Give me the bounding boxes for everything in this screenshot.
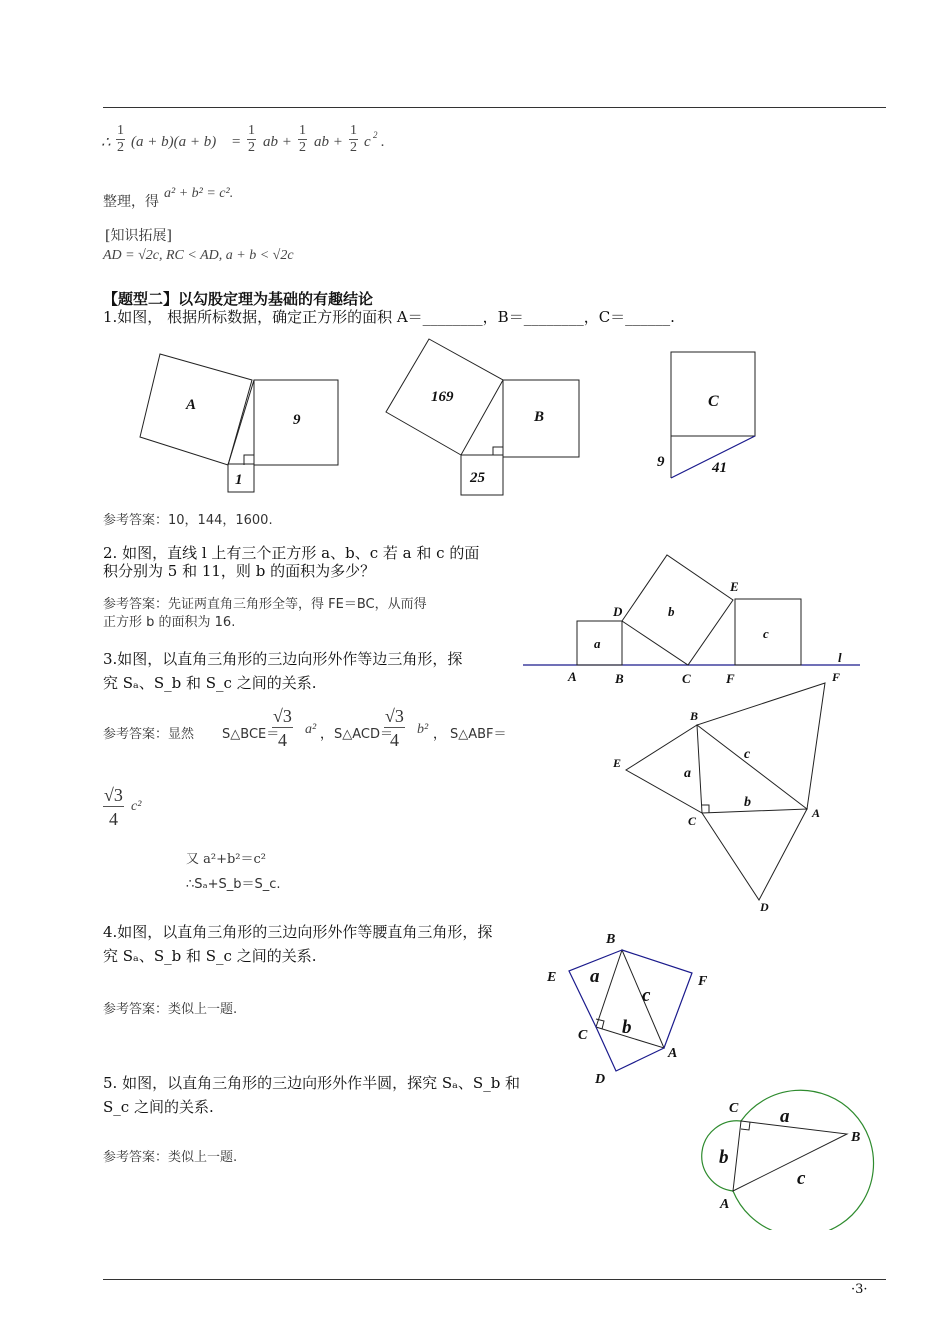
q2-label-e: E (730, 579, 739, 594)
q3-label-a: a (684, 766, 691, 781)
q3-s-bce: S△BCE＝ (222, 727, 280, 742)
q3-sep-2: ， (433, 727, 447, 742)
q3-label-b: b (744, 795, 751, 810)
q3-also: 又 a²+b²＝c² (186, 852, 267, 867)
q2-label-b: b (668, 604, 675, 619)
q2-label-a: a (594, 636, 601, 651)
q2-label-d: D (613, 604, 623, 619)
q5-label-a: a (780, 1106, 790, 1127)
q2-answer-line1: 参考答案：先证两直角三角形全等，得 FE＝BC，从而得 (103, 597, 427, 612)
q4-label-A: A (668, 1046, 678, 1061)
q3-line2: 究 Sₐ、S_b 和 S_c 之间的关系. (103, 674, 317, 692)
q1-label-a: A (186, 397, 197, 413)
q2-label-A: A (568, 669, 577, 684)
q5-label-c: c (797, 1168, 806, 1189)
q2-answer-line2: 正方形 b 的面积为 16. (103, 615, 236, 630)
q3-s-acd: S△ACD＝ (334, 727, 394, 742)
q3-label-E: E (613, 756, 622, 770)
proof-period: . (381, 134, 385, 150)
q5-label-C: C (729, 1101, 739, 1116)
q3-s-abf: S△ABF＝ (450, 727, 507, 742)
q1-answer: 参考答案：10，144，1600. (103, 513, 273, 528)
q4-label-a: a (590, 966, 600, 987)
q3-label-A: A (812, 806, 821, 820)
q1-label-41: 41 (712, 460, 727, 476)
q2-label-B: B (615, 671, 624, 686)
q2-label-C: C (682, 671, 691, 686)
term-c-exponent: 2 (373, 130, 378, 140)
q4-answer: 参考答案：类似上一题. (103, 1002, 238, 1017)
term-ab-2: ab + (314, 134, 343, 150)
tidy-formula: a² + b² = c². (164, 186, 234, 201)
q4-line2: 究 Sₐ、S_b 和 S_c 之间的关系. (103, 947, 317, 965)
q2-line2: 积分别为 5 和 11，则 b 的面积为多少？ (103, 562, 376, 580)
q5-label-b: b (719, 1147, 729, 1168)
equals-sign: = (231, 134, 242, 150)
q1-label-1: 1 (235, 472, 243, 488)
q4-line1: 4.如图，以直角三角形的三边向形外作等腰直角三角形，探 (103, 923, 493, 941)
q2-label-c: c (763, 626, 769, 641)
q2-label-F: F (726, 671, 735, 686)
fraction-half-4: $\frac{1}{2}$ (350, 123, 357, 155)
q1-text: 1.如图， 根据所标数据，确定正方形的面积 A＝________，B＝________，C＝______. (103, 308, 675, 326)
term-ab-1: ab + (263, 134, 292, 150)
q3-b2: b² (417, 722, 429, 737)
footer-rule (103, 1279, 886, 1280)
page-number: ·3· (851, 1282, 868, 1297)
q4-label-c: c (642, 985, 651, 1006)
q3-a2: a² (305, 722, 317, 737)
fraction-half-2: $\frac{1}{2}$ (248, 123, 255, 155)
q5-semicircle-a-c (733, 1090, 874, 1230)
q3-label-C: C (688, 814, 697, 828)
expr-a-plus-b-squared: (a + b)(a + b) (131, 134, 217, 150)
fraction-half-1: $\frac{1}{2}$ (117, 123, 124, 155)
q3-conclusion: ∴Sₐ+S_b＝S_c. (186, 877, 281, 892)
q5-answer: 参考答案：类似上一题. (103, 1150, 238, 1165)
q3-label-B: B (690, 709, 699, 723)
q5-label-B: B (851, 1130, 861, 1145)
q1-label-c: C (708, 393, 719, 410)
q3-c2: c² (131, 799, 142, 814)
q3-frac-2: $\frac{√3}{4}$ (385, 706, 404, 750)
term-c: c (364, 134, 371, 150)
q3-line1: 3.如图，以直角三角形的三边向形外作等边三角形，探 (103, 650, 463, 668)
q1-label-b: B (534, 409, 545, 425)
section-title: 【题型二】以勾股定理为基础的有趣结论 (103, 290, 374, 308)
q3-sep-1: ， (320, 727, 334, 742)
tidy-label: 整理，得 (103, 194, 159, 210)
q2-line1: 2. 如图，直线 l 上有三个正方形 a、b、c 若 a 和 c 的面 (103, 544, 480, 562)
extension-formula: AD = √2c, RC < AD, a + b < √2c (103, 248, 294, 263)
q3-label-D: D (760, 900, 769, 914)
q2-label-l: l (838, 650, 842, 665)
q1-label-25: 25 (470, 470, 485, 486)
q1-label-169: 169 (431, 389, 454, 405)
q4-label-B: B (606, 932, 616, 947)
q1-label-9: 9 (293, 412, 301, 428)
q3-frac-1: $\frac{√3}{4}$ (273, 706, 292, 750)
q3-label-F: F (832, 670, 841, 684)
q4-label-E: E (547, 970, 557, 985)
q3-frac-3: $\frac{√3}{4}$ (104, 785, 123, 829)
q4-label-D: D (595, 1072, 606, 1087)
q3-label-c: c (744, 747, 751, 762)
extension-label: [知识拓展] (105, 228, 172, 244)
q5-triangle-abc (733, 1121, 847, 1191)
q5-label-A: A (720, 1197, 730, 1212)
q5-line1: 5. 如图，以直角三角形的三边向形外作半圆，探究 Sₐ、S_b 和 (103, 1074, 521, 1092)
q4-label-b: b (622, 1017, 632, 1038)
fraction-half-3: $\frac{1}{2}$ (299, 123, 306, 155)
q4-label-C: C (578, 1028, 588, 1043)
therefore-symbol: ∴ (101, 135, 111, 151)
q3-answer-prefix: 参考答案：显然 (103, 727, 195, 742)
q1-label-9b: 9 (657, 454, 665, 470)
q4-label-F: F (698, 974, 708, 989)
q5-line2: S_c 之间的关系. (103, 1098, 214, 1116)
